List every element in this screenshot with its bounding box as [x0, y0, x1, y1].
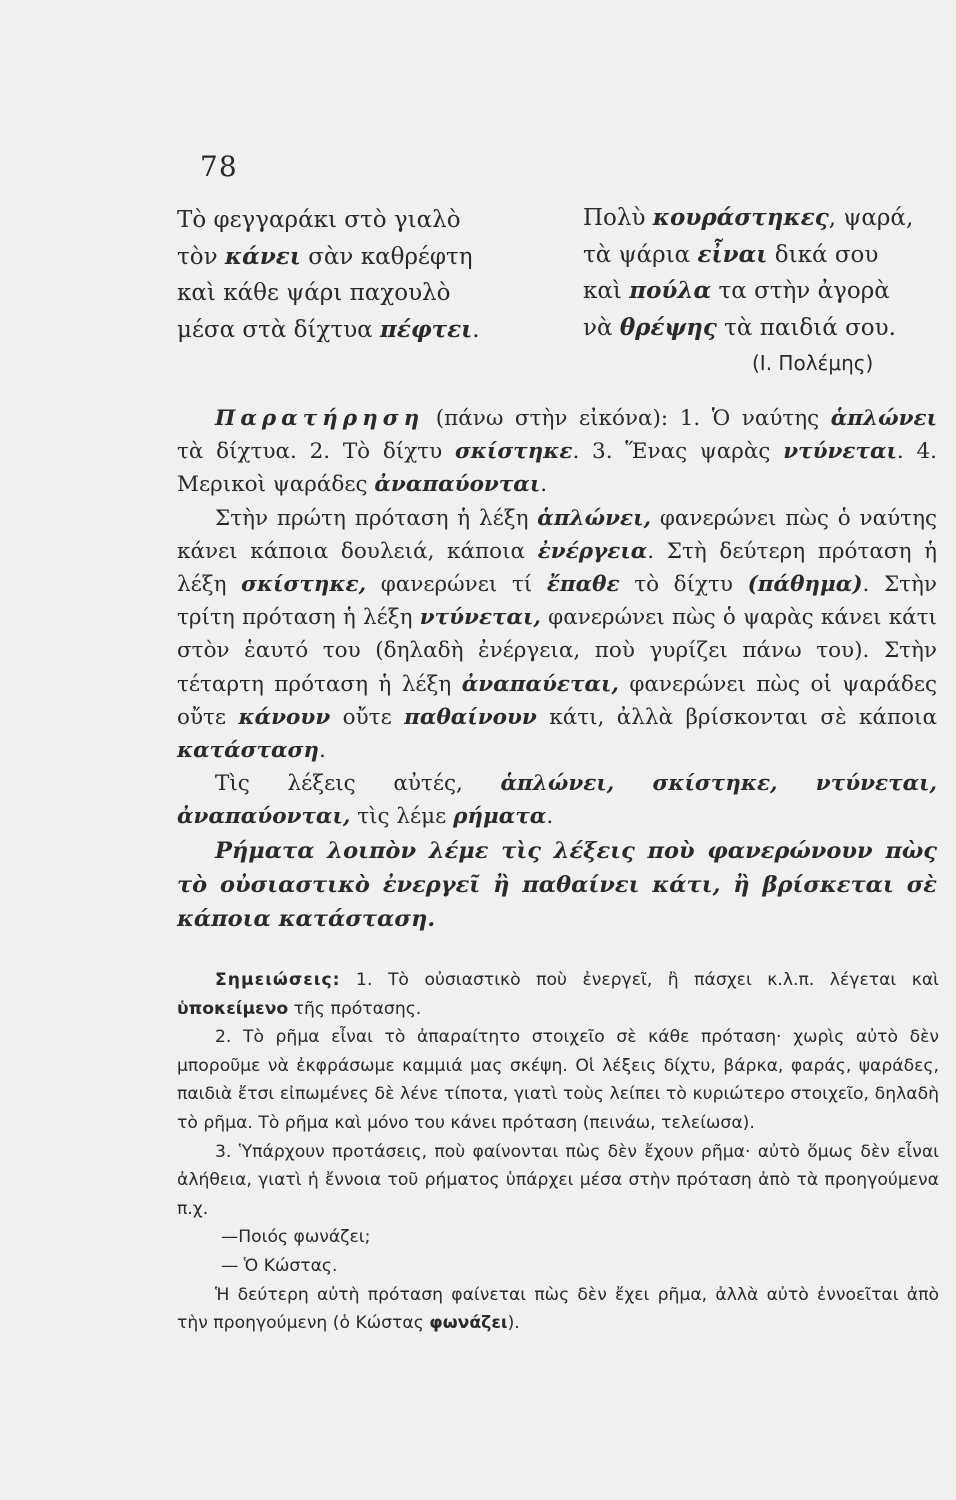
- text: μέσα στὰ δίχτυα: [177, 316, 381, 343]
- text: .: [546, 804, 554, 830]
- text: .: [319, 738, 326, 764]
- page-number: 78: [200, 150, 238, 183]
- poem-line: [177, 312, 480, 349]
- main-text: [177, 402, 937, 936]
- poem-attribution: (Ι. Πολέμης): [752, 351, 874, 375]
- text: Πολὺ: [583, 205, 653, 231]
- emphasis: ντύνεται,: [419, 605, 541, 631]
- emphasis: ντύνεται: [783, 439, 897, 465]
- text: Τὸ φεγγαράκι στὸ γιαλὸ: [177, 207, 461, 233]
- text: Στὴν πρώτη πρόταση ἡ λέξη: [215, 505, 538, 531]
- notes-section: [177, 966, 939, 1338]
- poem-line: [583, 200, 913, 237]
- emphasis: (πάθημα): [747, 572, 863, 598]
- emphasis: σκίστηκε: [454, 439, 573, 465]
- text: τὰ ψάρια: [583, 241, 698, 268]
- note-3: 3. Ὑπάρχουν προτάσεις, ποὺ φαίνονται πὼς δὲν ἔχουν ρῆμα· αὐτὸ ὅμως δὲν εἶναι ἀλήθεια, γιατὶ ἡ ἔννοια τοῦ ρήματος ὑπάρχει μέσα στὴν πρόταση ἀπὸ τὰ προηγούμενα π.χ.: [177, 1141, 939, 1219]
- emphasis: κάνουν: [238, 704, 331, 730]
- emphasis: πούλα: [629, 277, 712, 304]
- emphasis: κατάσταση: [177, 738, 320, 764]
- poem-line: [177, 202, 480, 239]
- text: 1. Τὸ οὐσιαστικὸ ποὺ ἐνεργεῖ, ἢ πάσχει κ.λ.π. λέγεται καὶ: [340, 970, 939, 990]
- emphasis: κάνει: [224, 242, 301, 270]
- emphasis: ρήματα: [453, 804, 547, 830]
- text: φανερώνει τί: [366, 572, 547, 598]
- dialog-line-2: — Ὁ Κώστας.: [221, 1255, 338, 1276]
- text: οὔτε: [330, 704, 405, 730]
- emphasis: ἀναπαύεται,: [461, 671, 619, 697]
- text: Ἡ δεύτερη αὐτὴ πρόταση φαίνεται πὼς δὲν ἔχει ρῆμα, ἀλλὰ αὐτὸ ἐννοεῖται ἀπὸ τὴν προηγούμενη (ὁ Κώστας: [177, 1284, 939, 1334]
- emphasis: παθαίνουν: [404, 704, 537, 730]
- emphasis: ἐνέργεια: [537, 538, 648, 564]
- text: δικά σου: [767, 241, 879, 268]
- text: τὰ δίχτυα. 2. Τὸ δίχτυ: [177, 439, 455, 465]
- note-1: [177, 966, 939, 1023]
- text: . 4. Μερικοὶ ψαράδες: [177, 439, 938, 498]
- observation-heading: Παρατήρηση: [215, 406, 425, 431]
- text: τὸ δίχτυ: [619, 572, 748, 598]
- text: νὰ: [583, 314, 620, 341]
- text: τὸν: [177, 243, 225, 270]
- emphasis: θρέψης: [619, 313, 717, 341]
- explanation-paragraph: [177, 502, 937, 768]
- note-4: [177, 1281, 939, 1338]
- emphasis: εἶναι: [697, 240, 768, 268]
- poem-left: [177, 202, 480, 348]
- poem-line: [583, 273, 913, 310]
- emphasis: ἁπλώνει: [830, 406, 937, 431]
- text: , ψαρά,: [828, 205, 914, 231]
- text: ).: [507, 1313, 520, 1334]
- poem-line: [583, 237, 913, 274]
- text: .: [540, 472, 548, 498]
- text: φανερώνει πὼς ὁ ναύτης κάνει κάποια δουλειά, κάποια: [177, 505, 937, 564]
- text: . 3. Ἕνας ψαρὰς: [572, 439, 784, 465]
- note-2: 2. Τὸ ρῆμα εἶναι τὸ ἀπαραίτητο στοιχεῖο σὲ κάθε πρόταση· χωρὶς αὐτὸ δὲν μποροῦμε νὰ ἐκφράσωμε καμμιά μας σκέψη. Οἱ λέξεις δίχτυ, βάρκα, φαράς, ψαράδες, παιδιὰ ἔτσι εἰπωμένες δὲ λένε τίποτα, γιατὶ τοὺς λείπει τὸ κυριώτερο στοιχεῖο, δηλαδὴ τὸ ρῆμα. Τὸ ρῆμα καὶ μόνο του κάνει πρόταση (πεινάω, τελείωσα).: [177, 1027, 939, 1133]
- text: τὶς λέμε: [350, 804, 454, 830]
- poem-line: [177, 239, 480, 276]
- text: .: [472, 316, 480, 343]
- text: κάτι, ἀλλὰ βρίσκονται σὲ κάποια: [536, 704, 938, 730]
- text: . Στὴν τρίτη πρόταση ἡ λέξη: [177, 572, 938, 631]
- text: τὰ παιδιά σου.: [716, 314, 896, 341]
- verbs-paragraph: [177, 767, 937, 833]
- text: . Στὴ δεύτερη πρόταση ἡ λέξη: [177, 538, 937, 598]
- text: καὶ κάθε ψάρι παχουλὸ: [177, 280, 451, 306]
- poem-right: [583, 200, 913, 346]
- rule-definition: Ρήματα λοιπὸν λέμε τὶς λέξεις ποὺ φανερώνουν πὼς τὸ οὐσιαστικὸ ἐνεργεῖ ἢ παθαίνει κάτι, ἢ βρίσκεται σὲ κάποια κατάσταση.: [177, 837, 937, 932]
- poem-line: [583, 310, 913, 347]
- dialog-line-1: —Ποιός φωνάζει;: [221, 1227, 371, 1248]
- text: φανερώνει πὼς ὁ ψαρὰς κάνει κάτι στὸν ἑαυτό του (δηλαδὴ ἐνέργεια, ποὺ γυρίζει πάνω του). Στὴν τέταρτη πρόταση ἡ λέξη: [177, 605, 937, 697]
- notes-label: Σημειώσεις:: [215, 970, 341, 990]
- text: σὰν καθρέφτη: [300, 243, 473, 270]
- text: τα στὴν ἀγορὰ: [711, 278, 890, 304]
- emphasis: ὑποκείμενο: [177, 998, 289, 1019]
- poem-line: [177, 275, 480, 312]
- text: (πάνω στὴν εἰκόνα): 1. Ὁ ναύτης: [424, 406, 831, 431]
- emphasis: ἀναπαύονται: [374, 472, 541, 498]
- emphasis: σκίστηκε,: [241, 572, 367, 598]
- emphasis: ἁπλώνει, σκίστηκε, ντύνεται, ἀναπαύονται,: [177, 771, 937, 830]
- observation-paragraph: [177, 402, 937, 502]
- emphasis: ἁπλώνει,: [537, 505, 651, 531]
- text: Τὶς λέξεις αὐτές,: [215, 771, 501, 797]
- emphasis: φωνάζει: [429, 1313, 508, 1334]
- text: τῆς πρότασης.: [288, 998, 422, 1019]
- emphasis: κουράστηκες: [652, 204, 829, 231]
- emphasis: πέφτει: [380, 315, 473, 343]
- text: καὶ: [583, 278, 630, 304]
- emphasis: ἔπαθε: [546, 572, 620, 598]
- text: φανερώνει πὼς οἱ ψαράδες οὔτε: [177, 671, 937, 730]
